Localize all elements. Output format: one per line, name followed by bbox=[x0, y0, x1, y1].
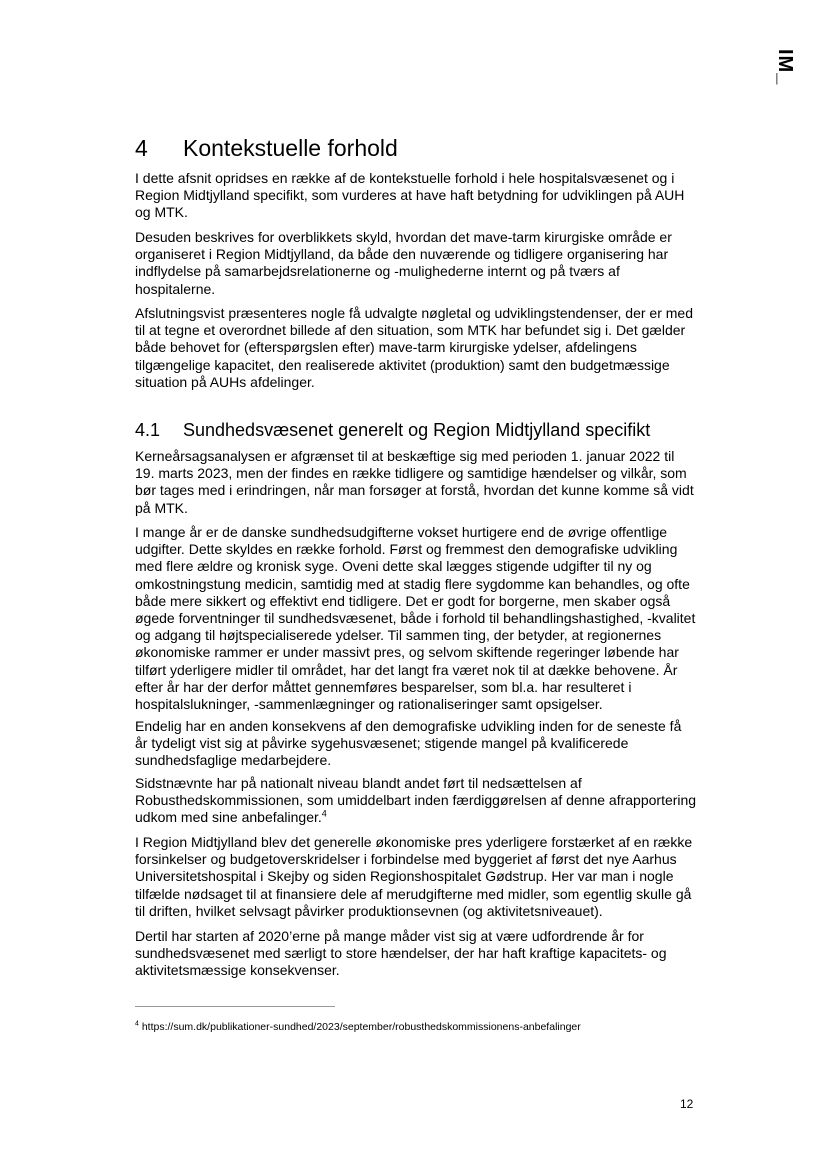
paragraph bbox=[135, 775, 697, 827]
subsection-title: Sundhedsvæsenet generelt og Region Midtjylland specifikt bbox=[183, 420, 651, 440]
footnote-number: 4 bbox=[135, 1020, 139, 1028]
section-number: 4 bbox=[135, 135, 148, 161]
section-title: Kontekstuelle forhold bbox=[183, 135, 398, 161]
paragraph-text: Sidstnævnte har på nationalt niveau blandt andet ført til nedsættelsen af Robusthedskommissionen, som umiddelbart inden færdiggørelsen af denne afrapportering udkom med sine anbefalinger. bbox=[135, 775, 697, 826]
subsection-number: 4.1 bbox=[135, 420, 161, 440]
paragraph: Desuden beskrives for overblikkets skyld, hvordan det mave-tarm kirurgiske område er organiseret i Region Midtjylland, da både den nuværende og tidligere organisering har indflydelse på samarbejdsrelationerne og -mulighederne internt og på tværs af hospitalerne. bbox=[135, 229, 672, 297]
paragraph: Kerneårsagsanalysen er afgrænset til at beskæftige sig med perioden 1. januar 2022 til 19. marts 2023, men der findes en række tidligere og samtidige hændelser og vilkår, som bør tages med i erindringen, når man forsøger at forstå, hvordan det kunne komme så vidt på MTK. bbox=[135, 448, 694, 516]
footnote bbox=[135, 1021, 581, 1033]
paragraph: Afslutningsvist præsenteres nogle få udvalgte nøgletal og udviklingstendenser, der er med til at tegne et overordnet billede af den situation, som MTK har befundet sig i. Det gælder både behovet for (efterspørgslen efter) mave-tarm kirurgiske ydelser, afdelingens tilgængelige kapacitet, den realiserede aktivitet (produktion) samt den budgetmæssige situation på AUHs afdelinger. bbox=[135, 305, 693, 390]
subsection-heading bbox=[135, 420, 650, 441]
paragraph: I mange år er de danske sundhedsudgifterne vokset hurtigere end de øvrige offentlige udgifter. Dette skyldes en række forhold. Først og fremmest den demografiske udvikling med flere ældre og kronisk syge. Oveni dette skal lægges stigende udgifter til ny og omkostningstung medicin, samtidig med at stadig flere sygdomme kan behandles, og ofte både mere sikkert og effektivt end tidligere. Det er godt for borgerne, men skaber også øgede forventninger til sundhedsvæsenet, både i forhold til behandlingshastighed, -kvalitet og adgang til højtspecialiserede ydelser. Til sammen ting, der betyder, at regionernes økonomiske rammer er under massivt pres, og selvom skiftende regeringer løbende har tilført yderligere midler til området, har det langt fra været nok til at dække behovene. År efter år har der derfor måttet gennemføres besparelser, som bl.a. har resulteret i hospitalslukninger, -sammenlægninger og rationaliseringer samt opsigelser. bbox=[135, 524, 696, 713]
footnote-reference[interactable]: 4 bbox=[321, 808, 327, 819]
paragraph: Endelig har en anden konsekvens af den demografiske udvikling inden for de seneste få år tydeligt vist sig at påvirke sygehusvæsenet; stigende mangel på kvalificerede sundhedsfaglige medarbejdere. bbox=[135, 718, 682, 769]
footnote-separator bbox=[135, 1006, 335, 1007]
im-logo: IM_ bbox=[774, 49, 796, 86]
paragraph: Dertil har starten af 2020’erne på mange måder vist sig at være udfordrende år for sundhedsvæsenet med særligt to store hændelser, der har haft kraftige kapacitets- og aktivitetsmæssige konsekvenser. bbox=[135, 928, 667, 979]
paragraph: I dette afsnit opridses en række af de kontekstuelle forhold i hele hospitalsvæsenet og i Region Midtjylland specifikt, som vurderes at have haft betydning for udviklingen på AUH og MTK. bbox=[135, 170, 685, 221]
paragraph: I Region Midtjylland blev det generelle økonomiske pres yderligere forstærket af en række forsinkelser og budgetoverskridelser i forbindelse med byggeriet af først det nye Aarhus Universitetshospital i Skejby og siden Regionshospitalet Gødstrup. Her var man i nogle tilfælde nødsaget til at finansiere dele af merudgifterne med midler, som egentlig skulle gå til driften, hvilket selvsagt påvirker produktionsevnen (og aktivitetsniveauet). bbox=[135, 834, 693, 919]
page-number: 12 bbox=[680, 1097, 694, 1111]
section-heading bbox=[135, 135, 398, 162]
footnote-link[interactable]: https://sum.dk/publikationer-sundhed/2023/september/robusthedskommissionens-anbefalinger bbox=[141, 1021, 581, 1033]
